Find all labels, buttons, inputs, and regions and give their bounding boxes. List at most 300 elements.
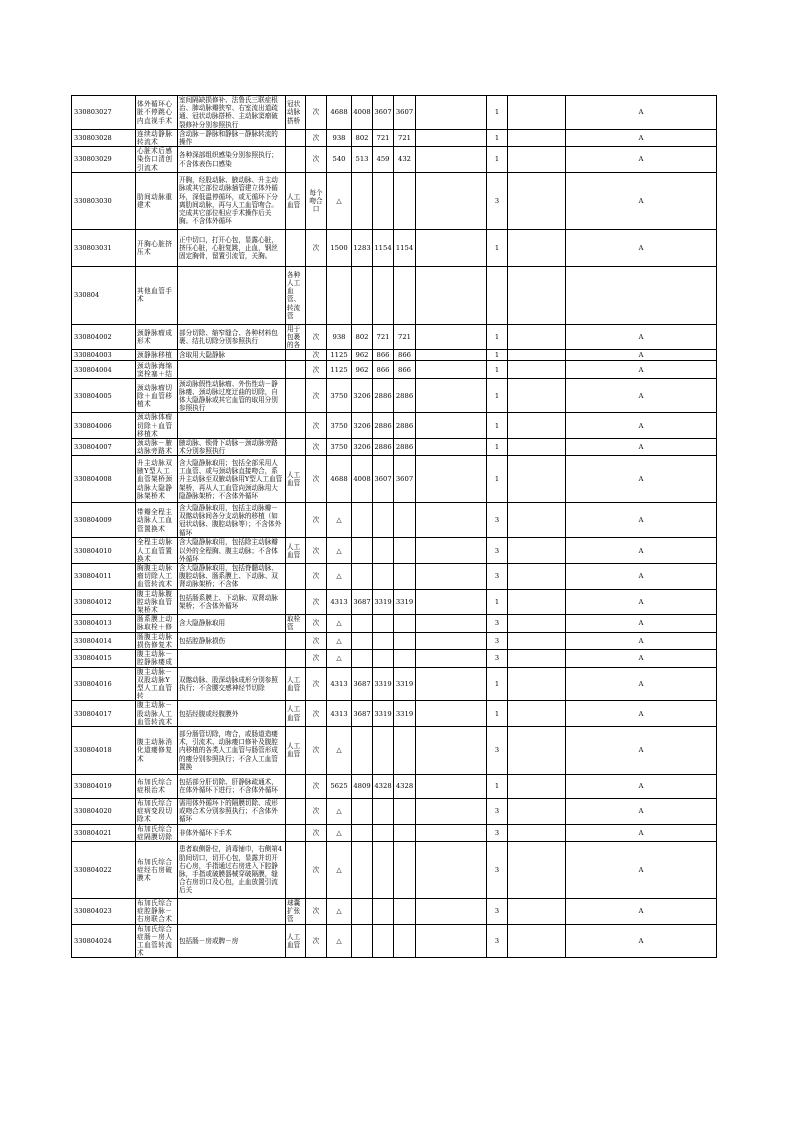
cell-p2 <box>352 172 373 229</box>
cell-flag: A <box>566 413 717 439</box>
table-row <box>72 898 717 924</box>
cell-p3 <box>373 726 394 774</box>
table-row <box>72 439 717 456</box>
cell-empty <box>416 898 487 924</box>
cell-p4: 2886 <box>394 413 416 439</box>
cell-p2 <box>352 824 373 841</box>
cell-unit: 每个吻合口 <box>306 172 327 229</box>
cell-name: 颈静脉移植 <box>136 350 178 361</box>
cell-empty <box>508 456 566 503</box>
cell-p4: 866 <box>394 350 416 361</box>
cell-p1: △ <box>327 924 352 958</box>
cell-p3: 2886 <box>373 413 394 439</box>
table-row <box>72 350 717 361</box>
table-row <box>72 924 717 958</box>
cell-unit: 次 <box>306 924 327 958</box>
cell-p2 <box>352 632 373 649</box>
cell-cls: 3 <box>487 924 508 958</box>
cell-empty <box>416 726 487 774</box>
cell-unit: 次 <box>306 774 327 798</box>
cell-except: 人工血管 <box>286 538 306 564</box>
cell-empty <box>508 538 566 564</box>
cell-p2: 4008 <box>352 456 373 503</box>
cell-code: 330804024 <box>72 924 136 958</box>
cell-code: 330804019 <box>72 774 136 798</box>
cell-code: 330803027 <box>72 96 136 130</box>
cell-p3 <box>373 898 394 924</box>
cell-p1: 1125 <box>327 350 352 361</box>
cell-flag: A <box>566 538 717 564</box>
cell-p1: 938 <box>327 129 352 146</box>
cell-empty <box>508 898 566 924</box>
table-row <box>72 798 717 824</box>
cell-unit: 次 <box>306 456 327 503</box>
table-row <box>72 379 717 413</box>
cell-content: 正中切口，打开心包，显露心脏，挤压心脏，心脏复跳，止血，钢丝固定胸骨，留置引流管，关胸。 <box>178 229 286 266</box>
cell-p3: 459 <box>373 147 394 173</box>
cell-except <box>286 147 306 173</box>
cell-p2: 513 <box>352 147 373 173</box>
cell-cls: 3 <box>487 172 508 229</box>
cell-content: 含动脉－静脉和静脉－静脉转流的操作 <box>178 129 286 146</box>
cell-p4 <box>394 898 416 924</box>
cell-cls: 3 <box>487 898 508 924</box>
cell-empty <box>508 650 566 667</box>
cell-name: 布加氏综合症根治术 <box>136 774 178 798</box>
cell-cls <box>487 266 508 324</box>
cell-p2 <box>352 726 373 774</box>
cell-p2 <box>352 538 373 564</box>
cell-flag: A <box>566 350 717 361</box>
cell-code: 330804010 <box>72 538 136 564</box>
table-row <box>72 96 717 130</box>
cell-p3 <box>373 841 394 898</box>
cell-empty <box>508 361 566 379</box>
cell-cls: 1 <box>487 439 508 456</box>
cell-cls: 1 <box>487 774 508 798</box>
cell-unit: 次 <box>306 538 327 564</box>
cell-p3: 866 <box>373 361 394 379</box>
cell-p1: 938 <box>327 324 352 350</box>
cell-empty <box>416 632 487 649</box>
cell-empty <box>416 439 487 456</box>
cell-cls: 3 <box>487 798 508 824</box>
cell-p1: 4313 <box>327 701 352 727</box>
cell-except: 人工血管 <box>286 726 306 774</box>
cell-p1: 5625 <box>327 774 352 798</box>
cell-p1: 3750 <box>327 439 352 456</box>
cell-p4 <box>394 726 416 774</box>
cell-cls: 3 <box>487 841 508 898</box>
cell-empty <box>508 589 566 615</box>
cell-cls: 3 <box>487 538 508 564</box>
cell-empty <box>508 413 566 439</box>
cell-p1: 3750 <box>327 379 352 413</box>
cell-content: 包括经腹或经腹膜外 <box>178 701 286 727</box>
cell-p3: 721 <box>373 324 394 350</box>
cell-empty <box>416 413 487 439</box>
cell-flag: A <box>566 898 717 924</box>
cell-empty <box>508 798 566 824</box>
cell-p2: 4809 <box>352 774 373 798</box>
cell-code: 330804013 <box>72 615 136 632</box>
cell-unit: 次 <box>306 147 327 173</box>
cell-p4 <box>394 538 416 564</box>
cell-p3 <box>373 615 394 632</box>
cell-cls: 1 <box>487 589 508 615</box>
cell-p4 <box>394 798 416 824</box>
cell-p1: 1500 <box>327 229 352 266</box>
cell-empty <box>416 538 487 564</box>
cell-code: 330804012 <box>72 589 136 615</box>
cell-p3: 3319 <box>373 589 394 615</box>
cell-p1: 3750 <box>327 413 352 439</box>
cell-except <box>286 841 306 898</box>
cell-p4 <box>394 824 416 841</box>
cell-p4 <box>394 841 416 898</box>
cell-content: 含大隐静脉取用，包括脊髓动脉、腹腔动脉、肠系膜上、下动脉、双肾动脉架桥；不含体 <box>178 564 286 590</box>
cell-p3 <box>373 172 394 229</box>
cell-except: 人工血管 <box>286 667 306 701</box>
cell-empty <box>508 96 566 130</box>
cell-flag: A <box>566 701 717 727</box>
cell-name: 连续动静脉转流术 <box>136 129 178 146</box>
cell-name: 颈动脉体瘤切除＋血管移植术 <box>136 413 178 439</box>
cell-unit: 次 <box>306 324 327 350</box>
cell-unit: 次 <box>306 667 327 701</box>
cell-empty <box>508 350 566 361</box>
cell-empty <box>508 439 566 456</box>
table-row <box>72 413 717 439</box>
cell-except: 人工血管 <box>286 172 306 229</box>
cell-p4: 721 <box>394 129 416 146</box>
cell-except: 人工血管 <box>286 924 306 958</box>
cell-cls: 1 <box>487 379 508 413</box>
cell-except <box>286 589 306 615</box>
cell-unit <box>306 266 327 324</box>
cell-p1: △ <box>327 632 352 649</box>
cell-p4 <box>394 172 416 229</box>
cell-p2: 3687 <box>352 701 373 727</box>
cell-p1: △ <box>327 824 352 841</box>
cell-except: 取栓管 <box>286 615 306 632</box>
cell-name: 布加氏综合症腔静脉－右房联合术 <box>136 898 178 924</box>
cell-name: 肋间动脉重建术 <box>136 172 178 229</box>
cell-p4: 3319 <box>394 589 416 615</box>
cell-p2: 3687 <box>352 667 373 701</box>
cell-empty <box>416 701 487 727</box>
cell-name: 腹主动脉－双股动脉Y型人工血管转 <box>136 667 178 701</box>
cell-content: 含大隐静脉取用；包括全部采用人工血管、或与颈动脉直接吻合，系升主动脉至双腋动脉用Y型人工血管架桥，再从人工血管向颈动脉用大隐静脉架桥；不含体外循环 <box>178 456 286 503</box>
cell-code: 330804015 <box>72 650 136 667</box>
cell-p4: 432 <box>394 147 416 173</box>
cell-empty <box>508 924 566 958</box>
table-row <box>72 503 717 538</box>
cell-flag: A <box>566 439 717 456</box>
cell-cls: 1 <box>487 667 508 701</box>
cell-empty <box>416 564 487 590</box>
cell-flag: A <box>566 615 717 632</box>
cell-p4: 3319 <box>394 667 416 701</box>
cell-name: 颈动脉海绵窦栓塞＋结 <box>136 361 178 379</box>
cell-content: 部分肠管切除，吻合，或肠道造瘘术，引流术、动脉瘘口修补及腹腔内移植的各类人工血管与肠管形成的瘘分别参照执行；不含人工血管置换 <box>178 726 286 774</box>
cell-name: 开胸心脏挤压术 <box>136 229 178 266</box>
cell-empty <box>416 667 487 701</box>
cell-empty <box>416 324 487 350</box>
cell-except: 用于包裹的各 <box>286 324 306 350</box>
cell-except: 人工血管 <box>286 701 306 727</box>
cell-empty <box>508 229 566 266</box>
cell-code: 330804005 <box>72 379 136 413</box>
cell-content: 双髂动脉、股深动脉成形分别参照执行；不含腰交感神经节切除 <box>178 667 286 701</box>
cell-p2: 802 <box>352 324 373 350</box>
cell-cls: 3 <box>487 564 508 590</box>
cell-p2: 3206 <box>352 379 373 413</box>
cell-p1: △ <box>327 841 352 898</box>
cell-except <box>286 413 306 439</box>
cell-content <box>178 413 286 439</box>
cell-p4 <box>394 650 416 667</box>
cell-p4: 721 <box>394 324 416 350</box>
cell-p1: 1125 <box>327 361 352 379</box>
cell-cls: 1 <box>487 701 508 727</box>
cell-p2 <box>352 564 373 590</box>
cell-cls: 3 <box>487 650 508 667</box>
cell-p4 <box>394 266 416 324</box>
cell-flag: A <box>566 564 717 590</box>
cell-empty <box>416 615 487 632</box>
cell-unit: 次 <box>306 350 327 361</box>
cell-name: 布加氏综合症经右房破膜术 <box>136 841 178 898</box>
cell-p3 <box>373 564 394 590</box>
table-row <box>72 615 717 632</box>
cell-flag: A <box>566 379 717 413</box>
cell-unit: 次 <box>306 129 327 146</box>
cell-name: 颈动脉－腋动脉旁路术 <box>136 439 178 456</box>
cell-p3 <box>373 824 394 841</box>
cell-code: 330804016 <box>72 667 136 701</box>
cell-flag: A <box>566 229 717 266</box>
cell-unit: 次 <box>306 379 327 413</box>
cell-p2: 3687 <box>352 589 373 615</box>
cell-unit: 次 <box>306 898 327 924</box>
cell-content <box>178 361 286 379</box>
cell-flag: A <box>566 503 717 538</box>
cell-empty <box>508 615 566 632</box>
cell-empty <box>416 229 487 266</box>
cell-p4 <box>394 503 416 538</box>
cell-content: 包括部分肝切除、肝静脉疏通术，在体外循环下进行；不含体外循环 <box>178 774 286 798</box>
cell-name: 腹主动脉－腔静脉瘘成 <box>136 650 178 667</box>
table-row <box>72 589 717 615</box>
cell-unit: 次 <box>306 701 327 727</box>
cell-code: 330804018 <box>72 726 136 774</box>
cell-cls: 1 <box>487 147 508 173</box>
cell-except <box>286 439 306 456</box>
cell-p3: 3319 <box>373 701 394 727</box>
cell-content: 含取用大隐静脉 <box>178 350 286 361</box>
cell-empty <box>416 96 487 130</box>
cell-p2 <box>352 898 373 924</box>
cell-cls: 1 <box>487 350 508 361</box>
cell-p2: 3206 <box>352 439 373 456</box>
cell-p3: 3607 <box>373 96 394 130</box>
cell-except <box>286 229 306 266</box>
cell-empty <box>416 172 487 229</box>
cell-empty <box>416 266 487 324</box>
cell-empty <box>416 589 487 615</box>
cell-flag: A <box>566 726 717 774</box>
cell-unit: 次 <box>306 96 327 130</box>
cell-empty <box>508 172 566 229</box>
cell-p4: 2886 <box>394 379 416 413</box>
cell-empty <box>416 456 487 503</box>
cell-unit: 次 <box>306 564 327 590</box>
cell-empty <box>508 667 566 701</box>
cell-p1: △ <box>327 798 352 824</box>
cell-empty <box>508 129 566 146</box>
cell-except <box>286 824 306 841</box>
cell-name: 体外循环心脏不停跳心内直视手术 <box>136 96 178 130</box>
table-row <box>72 701 717 727</box>
cell-content: 包括腔静脉损伤 <box>178 632 286 649</box>
cell-empty <box>508 824 566 841</box>
cell-p2: 802 <box>352 129 373 146</box>
cell-empty <box>416 350 487 361</box>
cell-unit: 次 <box>306 632 327 649</box>
cell-unit: 次 <box>306 361 327 379</box>
cell-flag: A <box>566 589 717 615</box>
cell-p1: △ <box>327 564 352 590</box>
cell-content <box>178 898 286 924</box>
cell-name: 其他血管手术 <box>136 266 178 324</box>
cell-cls: 1 <box>487 456 508 503</box>
cell-p2: 962 <box>352 350 373 361</box>
cell-code: 330804004 <box>72 361 136 379</box>
cell-except: 冠状动脉搭桥 <box>286 96 306 130</box>
cell-p4 <box>394 632 416 649</box>
cell-flag <box>566 266 717 324</box>
cell-unit: 次 <box>306 798 327 824</box>
cell-content: 非体外循环下手术 <box>178 824 286 841</box>
cell-flag: A <box>566 147 717 173</box>
cell-p2 <box>352 266 373 324</box>
cell-p4: 3319 <box>394 701 416 727</box>
cell-empty <box>416 774 487 798</box>
cell-empty <box>508 147 566 173</box>
cell-code: 330804022 <box>72 841 136 898</box>
cell-empty <box>416 924 487 958</box>
cell-code: 330804006 <box>72 413 136 439</box>
table-row <box>72 266 717 324</box>
cell-content <box>178 266 286 324</box>
cell-content: 包括肠－房或脾－房 <box>178 924 286 958</box>
cell-unit: 次 <box>306 589 327 615</box>
table-row <box>72 324 717 350</box>
cell-unit: 次 <box>306 726 327 774</box>
cell-cls: 3 <box>487 824 508 841</box>
table-row <box>72 650 717 667</box>
cell-p3: 866 <box>373 350 394 361</box>
cell-name: 全程主动脉人工血管置换术 <box>136 538 178 564</box>
cell-cls: 1 <box>487 324 508 350</box>
cell-p1: 4688 <box>327 456 352 503</box>
cell-empty <box>416 129 487 146</box>
cell-code: 330804017 <box>72 701 136 727</box>
cell-content: 含大隐静脉取用，包括主动脉瓣－双髂动脉间各分支动脉的移植（如冠状动脉、腹腔动脉等）；不含体外循环 <box>178 503 286 538</box>
cell-content <box>178 650 286 667</box>
cell-except <box>286 632 306 649</box>
cell-content: 含大隐静脉取用，包括除主动脉瓣以外的全程胸、腹主动脉；不含体外循环 <box>178 538 286 564</box>
cell-empty <box>508 266 566 324</box>
cell-p1: 4313 <box>327 667 352 701</box>
table-row <box>72 667 717 701</box>
cell-content: 腋动脉、锁骨下动脉－颈动脉旁路术分别参照执行 <box>178 439 286 456</box>
cell-p1: 540 <box>327 147 352 173</box>
cell-flag: A <box>566 96 717 130</box>
cell-p2 <box>352 615 373 632</box>
cell-empty <box>416 841 487 898</box>
cell-code: 330803030 <box>72 172 136 229</box>
cell-p2: 962 <box>352 361 373 379</box>
cell-content: 各种深部组织感染分别参照执行；不含体表伤口感染 <box>178 147 286 173</box>
cell-p3: 1154 <box>373 229 394 266</box>
cell-unit: 次 <box>306 503 327 538</box>
cell-code: 330804011 <box>72 564 136 590</box>
cell-p3: 3319 <box>373 667 394 701</box>
cell-p4: 3607 <box>394 456 416 503</box>
cell-flag: A <box>566 924 717 958</box>
cell-code: 330804021 <box>72 824 136 841</box>
cell-p1: △ <box>327 538 352 564</box>
cell-code: 330804014 <box>72 632 136 649</box>
cell-p3: 2886 <box>373 439 394 456</box>
cell-empty <box>416 503 487 538</box>
price-table-sheet <box>71 95 716 958</box>
cell-empty <box>416 379 487 413</box>
cell-empty <box>508 503 566 538</box>
cell-name: 布加氏综合症病变段切除术 <box>136 798 178 824</box>
cell-cls: 3 <box>487 503 508 538</box>
cell-flag: A <box>566 632 717 649</box>
cell-empty <box>416 824 487 841</box>
cell-p3 <box>373 538 394 564</box>
cell-name: 升主动脉双腋Y型人工血管架桥颈动脉大隐静脉架桥术 <box>136 456 178 503</box>
cell-name: 布加氏综合症肠－房人工血管转流术 <box>136 924 178 958</box>
cell-empty <box>508 379 566 413</box>
cell-p3: 4328 <box>373 774 394 798</box>
cell-except: 各种人工血管、转流管 <box>286 266 306 324</box>
cell-except <box>286 503 306 538</box>
cell-p1: △ <box>327 615 352 632</box>
cell-cls: 1 <box>487 361 508 379</box>
cell-p3 <box>373 924 394 958</box>
cell-p3 <box>373 650 394 667</box>
cell-p4 <box>394 615 416 632</box>
cell-empty <box>508 324 566 350</box>
cell-except <box>286 350 306 361</box>
cell-unit: 次 <box>306 841 327 898</box>
table-row <box>72 538 717 564</box>
cell-p1: △ <box>327 898 352 924</box>
cell-p3: 2886 <box>373 379 394 413</box>
cell-p1: △ <box>327 503 352 538</box>
table-row <box>72 361 717 379</box>
cell-code: 330803031 <box>72 229 136 266</box>
cell-empty <box>508 564 566 590</box>
cell-unit: 次 <box>306 615 327 632</box>
cell-cls: 1 <box>487 413 508 439</box>
